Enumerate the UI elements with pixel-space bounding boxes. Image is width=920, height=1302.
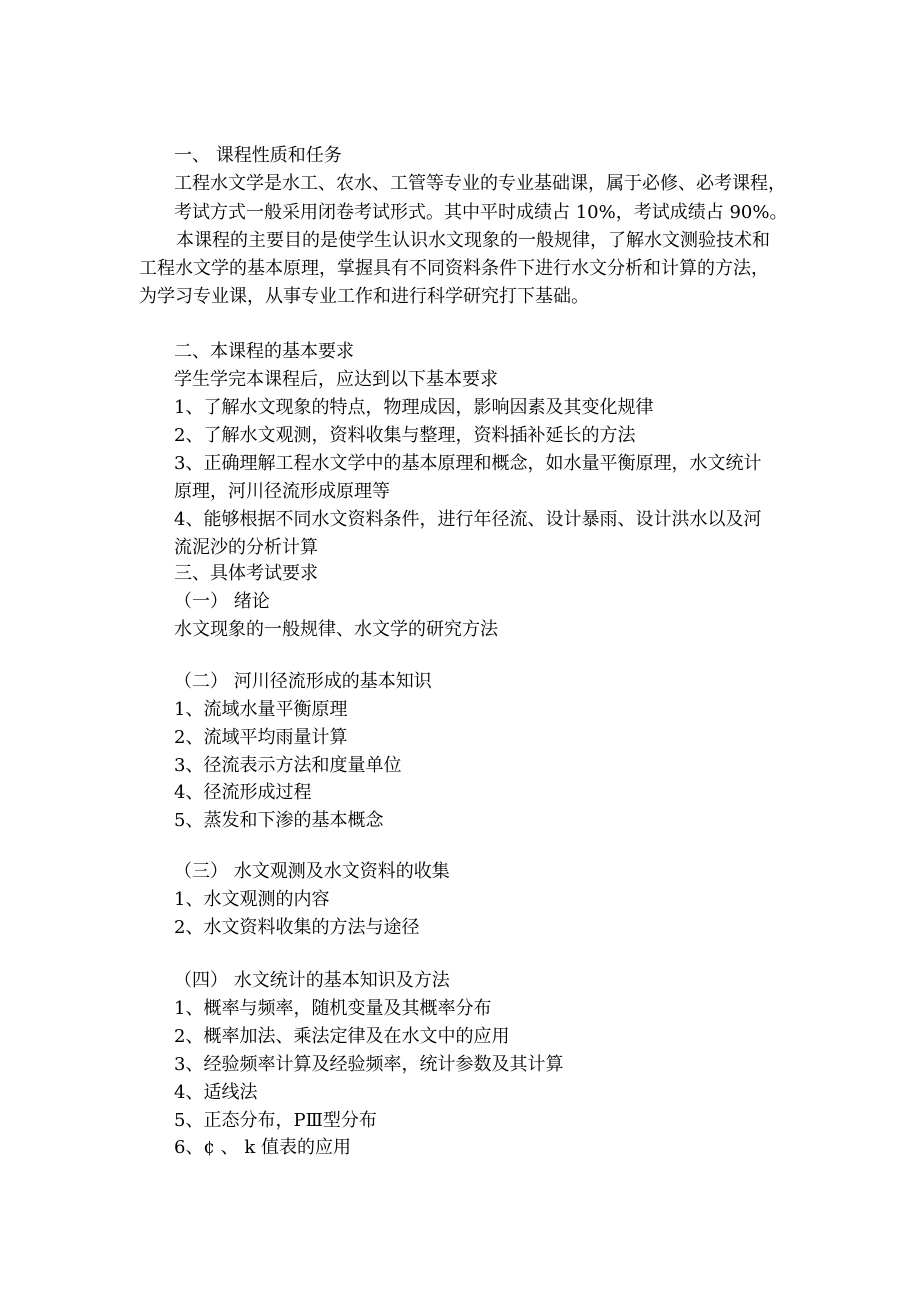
list-item: 2、流域平均雨量计算: [174, 727, 348, 748]
list-item: 2、水文资料收集的方法与途径: [174, 917, 420, 938]
list-item: 4、能够根据不同水文资料条件，进行年径流、设计暴雨、设计洪水以及河: [174, 509, 762, 530]
section-3-heading: 三、具体考试要求: [174, 563, 318, 584]
list-item: 3、径流表示方法和度量单位: [174, 755, 402, 776]
section-1-paragraph-2-line-3: 为学习专业课，从事专业工作和进行科学研究打下基础。: [139, 286, 589, 307]
list-item-continuation: 流泥沙的分析计算: [174, 537, 318, 558]
list-item: 2、概率加法、乘法定律及在水文中的应用: [174, 1026, 510, 1047]
list-item: 2、了解水文观测，资料收集与整理，资料插补延长的方法: [174, 425, 636, 446]
section-1-heading: 一、 课程性质和任务: [174, 145, 342, 166]
subsection-2-heading: （二） 河川径流形成的基本知识: [174, 671, 432, 692]
list-item: 6、¢ 、 k 值表的应用: [174, 1137, 351, 1158]
subsection-3-heading: （三） 水文观测及水文资料的收集: [174, 861, 450, 882]
list-item: 3、正确理解工程水文学中的基本原理和概念，如水量平衡原理，水文统计: [174, 453, 762, 474]
list-item: 4、适线法: [174, 1082, 258, 1103]
list-item: 1、流域水量平衡原理: [174, 699, 348, 720]
list-item: 1、概率与频率，随机变量及其概率分布: [174, 998, 492, 1019]
section-2-intro: 学生学完本课程后，应达到以下基本要求: [174, 369, 498, 390]
subsection-1-text: 水文现象的一般规律、水文学的研究方法: [174, 619, 498, 640]
section-1-paragraph-1-line-1: 工程水文学是水工、农水、工管等专业的专业基础课，属于必修、必考课程，: [174, 173, 786, 194]
subsection-1-heading: （一） 绪论: [174, 591, 270, 612]
section-1-paragraph-2-line-2: 工程水文学的基本原理，掌握具有不同资料条件下进行水文分析和计算的方法，: [139, 258, 769, 279]
list-item: 1、水文观测的内容: [174, 889, 330, 910]
list-item: 4、径流形成过程: [174, 782, 312, 803]
section-1-paragraph-2-line-1: 本课程的主要目的是使学生认识水文现象的一般规律，了解水文测验技术和: [176, 230, 770, 251]
list-item: 5、蒸发和下渗的基本概念: [174, 810, 384, 831]
list-item: 3、经验频率计算及经验频率，统计参数及其计算: [174, 1054, 564, 1075]
list-item: 1、了解水文现象的特点，物理成因，影响因素及其变化规律: [174, 397, 654, 418]
section-2-heading: 二、本课程的基本要求: [174, 341, 354, 362]
list-item: 5、正态分布，PⅢ型分布: [174, 1110, 377, 1131]
section-1-paragraph-1-line-2: 考试方式一般采用闭卷考试形式。其中平时成绩占 10%，考试成绩占 90%。: [174, 202, 788, 223]
subsection-4-heading: （四） 水文统计的基本知识及方法: [174, 970, 450, 991]
list-item-continuation: 原理，河川径流形成原理等: [174, 481, 390, 502]
